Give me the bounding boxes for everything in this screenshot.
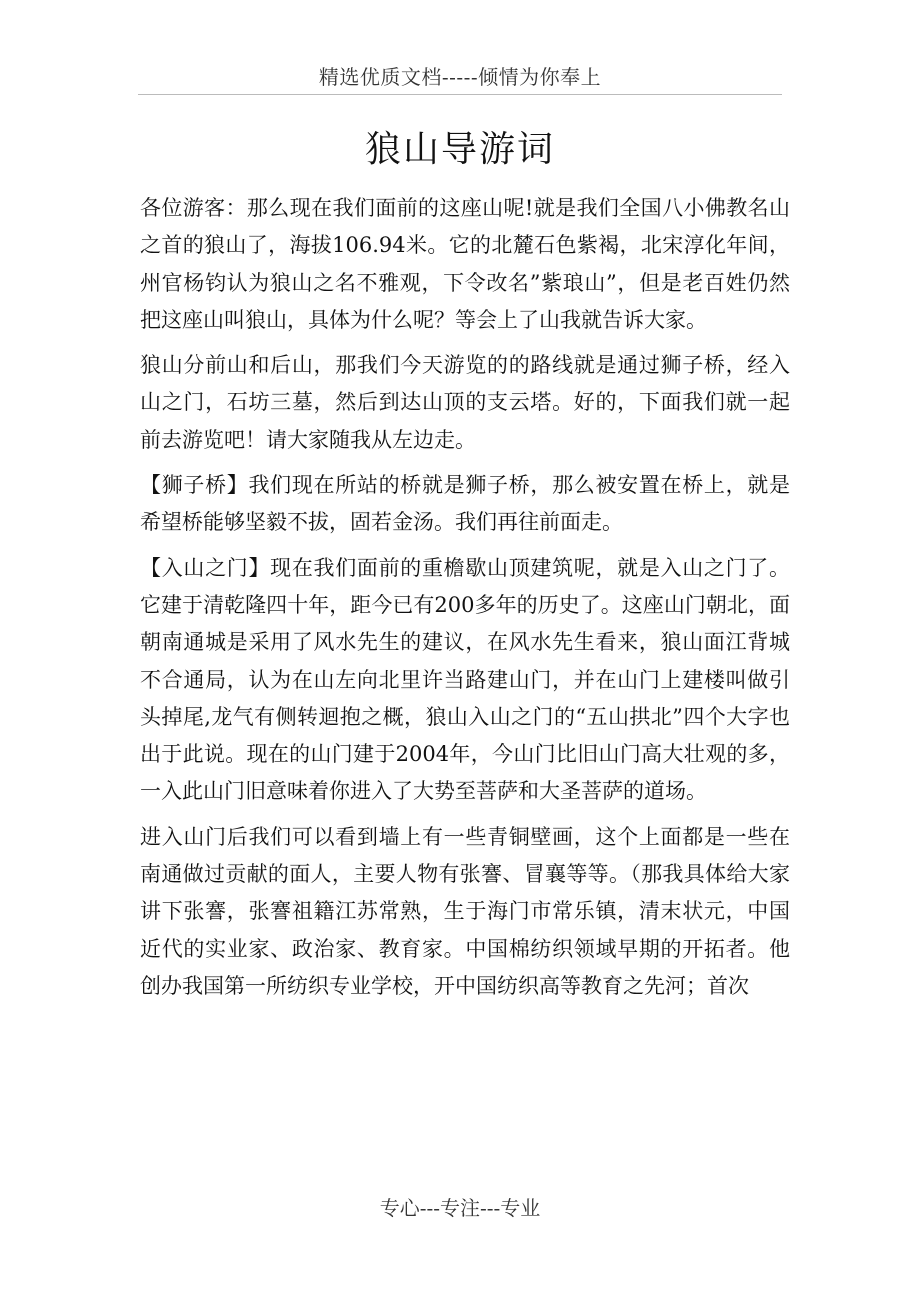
page-footer: 专心---专注---专业 xyxy=(379,1196,541,1220)
page-header: 精选优质文档-----倾情为你奉上 xyxy=(318,65,602,89)
paragraph-intro: 各位游客：那么现在我们面前的这座山呢!就是我们全国八小佛教名山之首的狼山了，海拔106.94米。它的北麓石色紫褐，北宋淳化年间，州官杨钧认为狼山之名不雅观，下令改名”紫琅山”，但是老百姓仍然把这座山叫狼山，具体为什么呢？等会上了山我就告诉大家。 xyxy=(140,196,790,332)
paragraph-mountain-gate: 【入山之门】现在我们面前的重檐歇山顶建筑呢，就是入山之门了。它建于清乾隆四十年，距今已有200多年的历史了。这座山门朝北，面朝南通城是采用了风水先生的建议，在风水先生看来，狼山面江背城不合通局，认为在山左向北里许当路建山门，并在山门上建楼叫做引头掉尾,龙气有侧转迴抱之概，狼山入山之门的“五山拱北”四个大字也出于此说。现在的山门建于2004年，今山门比旧山门高大壮观的多，一入此山门旧意味着你进入了大势至菩萨和大圣菩萨的道场。 xyxy=(140,555,790,804)
paragraph-lion-bridge: 【狮子桥】我们现在所站的桥就是狮子桥，那么被安置在桥上，就是希望桥能够坚毅不拔，固若金汤。我们再往前面走。 xyxy=(140,473,790,535)
paragraph-bronze-murals: 进入山门后我们可以看到墙上有一些青铜壁画，这个上面都是一些在南通做过贡献的面人，主要人物有张謇、冒襄等等。（那我具体给大家讲下张謇，张謇祖籍江苏常熟，生于海门市常乐镇，清末状元，中国近代的实业家、政治家、教育家。中国棉纺织领域早期的开拓者。他创办我国第一所纺织专业学校，开中国纺织高等教育之先河；首次 xyxy=(140,824,790,998)
paragraph-route: 狼山分前山和后山，那我们今天游览的的路线就是通过狮子桥，经入山之门，石坊三墓，然后到达山顶的支云塔。好的，下面我们就一起前去游览吧！请大家随我从左边走。 xyxy=(140,353,790,452)
header-divider xyxy=(138,94,782,95)
document-body xyxy=(140,190,790,1013)
document-title: 狼山导游词 xyxy=(364,129,555,170)
